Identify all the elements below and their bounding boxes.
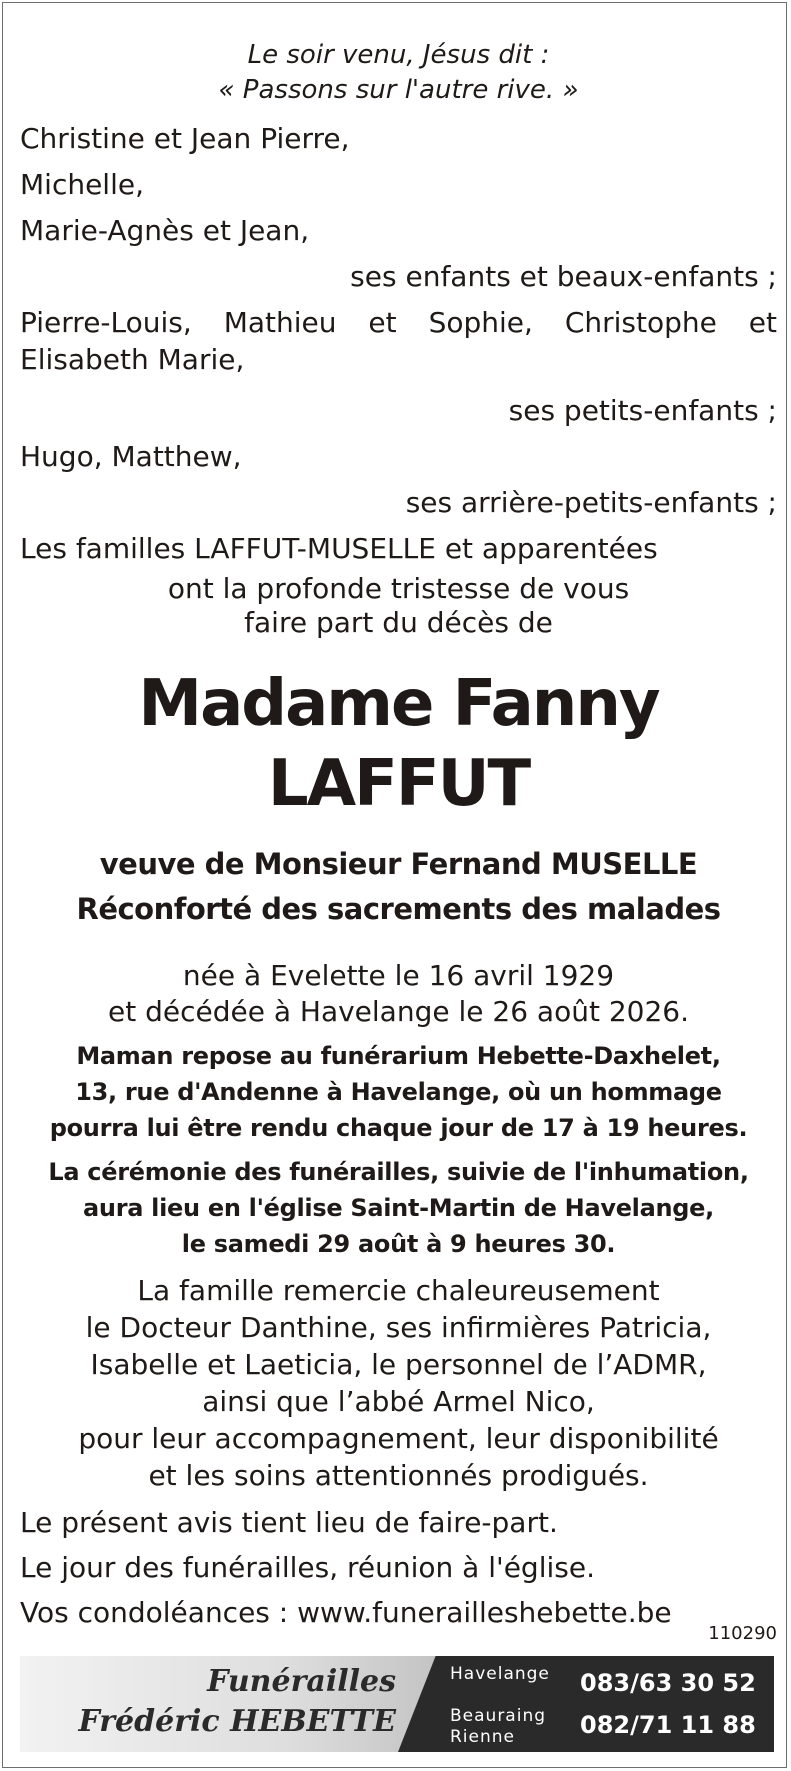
thanks-line: Isabelle et Laeticia, le personnel de l’ADMR, <box>90 1348 707 1381</box>
location-rienne: Rienne <box>450 1727 516 1747</box>
thanks-line: et les soins attentionnés prodigués. <box>148 1459 649 1492</box>
ceremony-line: La cérémonie des funérailles, suivie de l'inhumation, <box>48 1158 749 1186</box>
closing-line: Le présent avis tient lieu de faire-part. <box>20 1506 558 1539</box>
bible-verse <box>20 38 777 108</box>
obituary-content <box>20 38 777 1631</box>
announcement <box>20 572 777 640</box>
deceased-name: Madame Fanny LAFFUT <box>138 667 659 821</box>
funerarium-info <box>20 1038 777 1146</box>
child-names: Marie-Agnès et Jean, <box>20 214 310 247</box>
grandchildren-label: ses petits-enfants ; <box>508 394 777 427</box>
funeral-home-name <box>36 1662 396 1742</box>
birth-line: née à Evelette le 16 avril 1929 <box>182 959 615 992</box>
location-havelange: Havelange <box>450 1664 550 1684</box>
ceremony-line: aura lieu en l'église Saint-Martin de Havelange, <box>83 1194 714 1222</box>
funerarium-line: Maman repose au funérarium Hebette-Daxhelet, <box>76 1042 721 1070</box>
announcement-line: faire part du décès de <box>244 606 553 639</box>
verse-line: Le soir venu, Jésus dit : <box>247 40 550 70</box>
reference-number: 110290 <box>708 1623 777 1644</box>
sacraments-line: Réconforté des sacrements des malades <box>76 892 721 926</box>
related-families: Les familles LAFFUT-MUSELLE et apparentées <box>20 532 658 565</box>
widow-of: veuve de Monsieur Fernand MUSELLE <box>99 847 698 881</box>
funeral-home-banner <box>20 1656 774 1752</box>
thanks-line: ainsi que l’abbé Armel Nico, <box>202 1385 595 1418</box>
phone-havelange: 083/63 30 52 <box>580 1669 756 1697</box>
locations <box>450 1664 550 1748</box>
funerarium-line: pourra lui être rendu chaque jour de 17 à 19 heures. <box>49 1114 748 1142</box>
funerarium-line: 13, rue d'Andenne à Havelange, où un hommage <box>75 1078 722 1106</box>
ceremony-info <box>20 1154 777 1262</box>
brand-line: Funérailles <box>207 1664 396 1699</box>
thanks-line: La famille remercie chaleureusement <box>137 1274 660 1307</box>
great-grandchildren-names: Hugo, Matthew, <box>20 440 242 473</box>
announcement-line: ont la profonde tristesse de vous <box>167 572 630 605</box>
ceremony-line: le samedi 29 août à 9 heures 30. <box>181 1230 616 1258</box>
thanks-line: le Docteur Danthine, ses infirmières Patricia, <box>85 1311 712 1344</box>
phone-beauraing-rienne: 082/71 11 88 <box>580 1711 756 1739</box>
life-dates <box>20 958 777 1030</box>
closing-notes <box>20 1504 777 1631</box>
great-grandchildren-label: ses arrière-petits-enfants ; <box>405 486 777 519</box>
thanks-line: pour leur accompagnement, leur disponibilité <box>78 1422 719 1455</box>
thanks-block <box>20 1272 777 1494</box>
phone-numbers <box>580 1662 756 1746</box>
brand-line: Frédéric HEBETTE <box>78 1704 396 1739</box>
condolences-line: Vos condoléances : www.funerailleshebette.be <box>20 1596 672 1629</box>
children-label: ses enfants et beaux-enfants ; <box>350 260 777 293</box>
location-beauraing: Beauraing <box>450 1706 547 1726</box>
grandchildren-names: Pierre-Louis, Mathieu et Sophie, Christophe et Elisabeth Marie, <box>20 306 777 376</box>
closing-line: Le jour des funérailles, réunion à l'église. <box>20 1551 595 1584</box>
verse-line: « Passons sur l'autre rive. » <box>218 75 579 105</box>
death-line: et décédée à Havelange le 26 août 2026. <box>107 995 689 1028</box>
child-names: Michelle, <box>20 168 144 201</box>
child-names: Christine et Jean Pierre, <box>20 122 350 155</box>
